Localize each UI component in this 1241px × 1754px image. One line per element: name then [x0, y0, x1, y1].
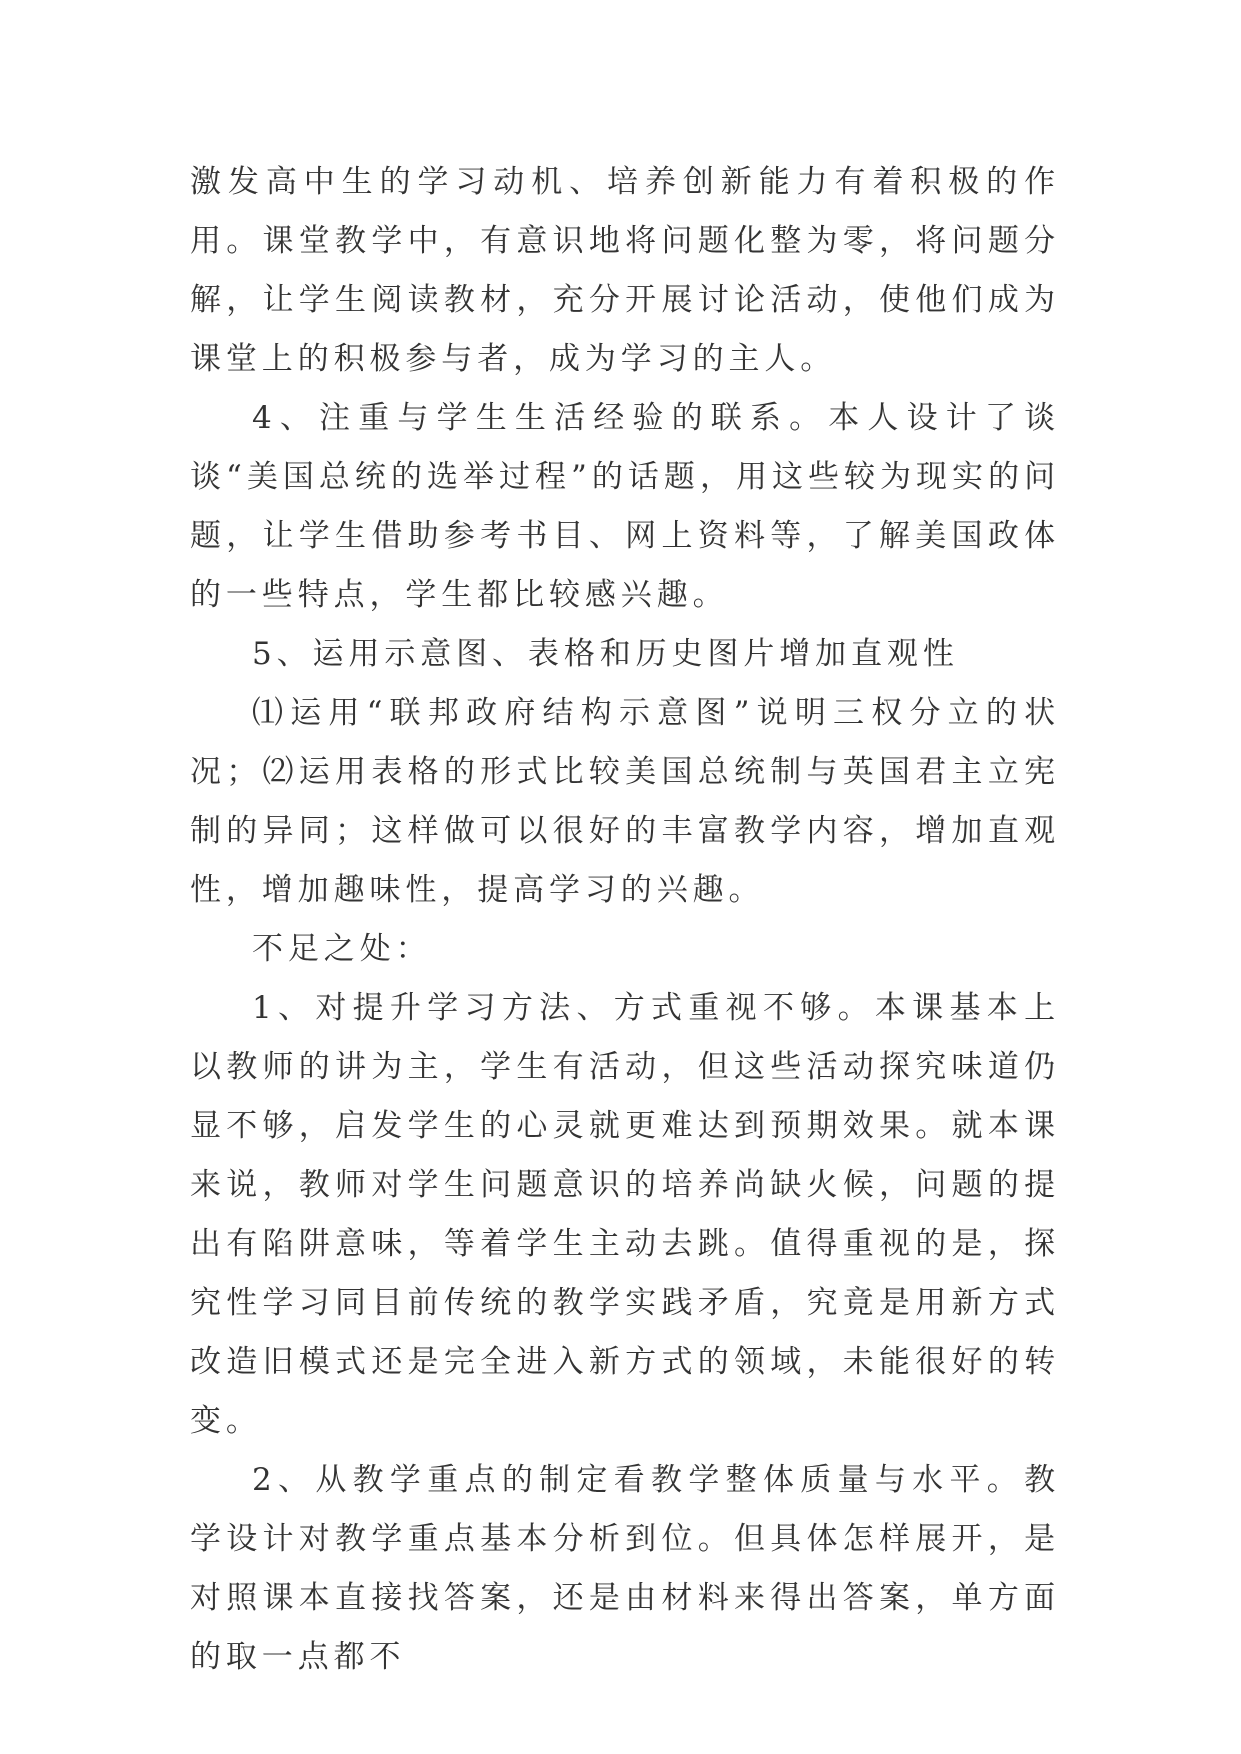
- paragraph-point-4: 4、注重与学生生活经验的联系。本人设计了谈谈“美国总统的选举过程”的话题，用这些较为现实的问题，让学生借助参考书目、网上资料等，了解美国政体的一些特点，学生都比较感兴趣。: [190, 400, 1060, 613]
- paragraph-shortcoming-2: 2、从教学重点的制定看教学整体质量与水平。教学设计对教学重点基本分析到位。但具体怎样展开，是对照课本直接找答案，还是由材料来得出答案，单方面的取一点都不: [190, 1462, 1060, 1675]
- paragraph-shortcomings-heading: 不足之处：: [252, 931, 432, 967]
- paragraph-continuation: 激发高中生的学习动机、培养创新能力有着积极的作用。课堂教学中，有意识地将问题化整为零，将问题分解，让学生阅读教材，充分开展讨论活动，使他们成为课堂上的积极参与者，成为学习的主人。: [190, 164, 1060, 377]
- document-body: [190, 153, 1060, 1687]
- paragraph-point-5: 5、运用示意图、表格和历史图片增加直观性: [252, 636, 959, 672]
- paragraph-shortcoming-1: 1、对提升学习方法、方式重视不够。本课基本上以教师的讲为主，学生有活动，但这些活动探究味道仍显不够，启发学生的心灵就更难达到预期效果。就本课来说，教师对学生问题意识的培养尚缺火候，问题的提出有陷阱意味，等着学生主动去跳。值得重视的是，探究性学习同目前传统的教学实践矛盾，究竟是用新方式改造旧模式还是完全进入新方式的领域，未能很好的转变。: [190, 990, 1060, 1439]
- paragraph-point-5-detail: ⑴运用“联邦政府结构示意图”说明三权分立的状况；⑵运用表格的形式比较美国总统制与英国君主立宪制的异同；这样做可以很好的丰富教学内容，增加直观性，增加趣味性，提高学习的兴趣。: [190, 695, 1060, 908]
